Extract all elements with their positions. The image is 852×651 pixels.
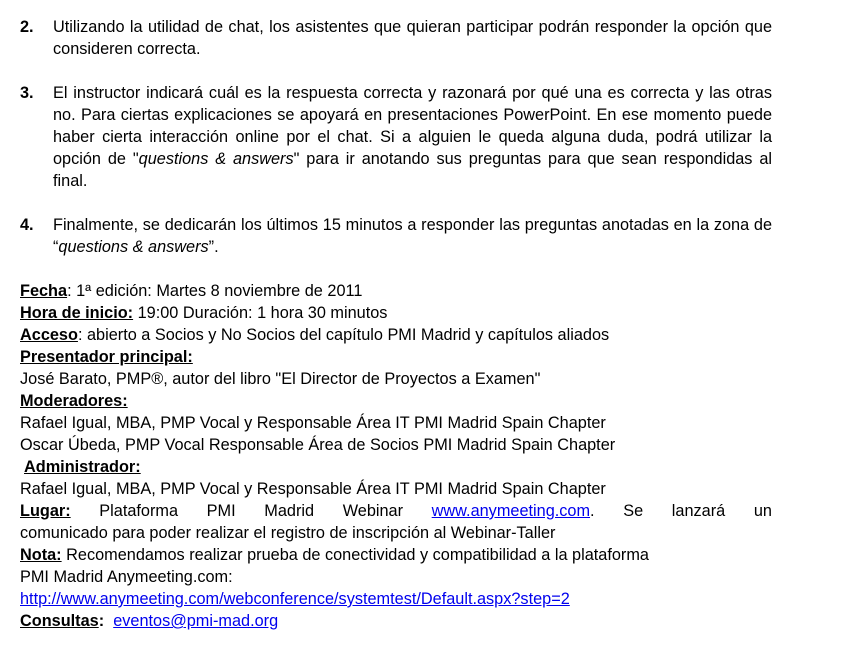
nota-line xyxy=(20,544,772,566)
list-item-3 xyxy=(20,82,772,192)
consultas-label: Consultas xyxy=(20,612,99,630)
moderador-1: Rafael Igual, MBA, PMP Vocal y Responsable Área IT PMI Madrid Spain Chapter xyxy=(20,414,606,432)
hora-line xyxy=(20,302,772,324)
moderador-2: Oscar Úbeda, PMP Vocal Responsable Área de Socios PMI Madrid Spain Chapter xyxy=(20,436,616,454)
lugar-line-2: comunicado para poder realizar el registro de inscripción al Webinar-Taller xyxy=(20,524,556,542)
nota-link-line xyxy=(20,588,772,610)
presentador-value: José Barato, PMP®, autor del libro "El Director de Proyectos a Examen" xyxy=(20,370,541,388)
acceso-value: : abierto a Socios y No Socios del capítulo PMI Madrid y capítulos aliados xyxy=(77,326,610,344)
emphasis-text: questions & answers xyxy=(58,238,209,256)
moderadores-heading xyxy=(20,390,772,412)
lugar-label: Lugar: xyxy=(20,502,71,520)
nota-value: Recomendamos realizar prueba de conectividad y compatibilidad a la plataforma xyxy=(61,546,649,564)
list-text: Finalmente, se dedicarán los últimos 15 minutos a responder las preguntas anotadas en la zona de “questions & answers”. xyxy=(53,216,772,256)
event-info xyxy=(20,280,772,632)
emphasis-text: questions & answers xyxy=(138,150,294,168)
consultas-line: Consultas: eventos@pmi-mad.org xyxy=(20,612,279,630)
list-text: El instructor indicará cuál es la respuesta correcta y razonará por qué una es correcta y las otras no. Para ciertas explicaciones se apoyará en presentaciones PowerPoint. En ese momento puede haber cierta interacción online por el chat. Si a alguien le queda alguna duda, podrá utilizar la opción de "questions & answers" para ir anotando sus preguntas para que sean respondidas al final. xyxy=(53,84,773,190)
list-number: 2. xyxy=(20,18,34,36)
fecha-value: : 1ª edición: Martes 8 noviembre de 2011 xyxy=(67,282,363,300)
list-number: 4. xyxy=(20,216,34,234)
acceso-line xyxy=(20,324,772,346)
list-item-4 xyxy=(20,214,772,258)
anymeeting-link[interactable]: www.anymeeting.com xyxy=(431,502,591,520)
lugar-line: Lugar: Plataforma PMI Madrid Webinar www.anymeeting.com. Se lanzará un xyxy=(20,502,772,520)
list-item-2 xyxy=(20,16,772,60)
presentador-heading xyxy=(20,346,772,368)
list-number: 3. xyxy=(20,84,34,102)
acceso-label: Acceso xyxy=(20,326,78,344)
email-link[interactable]: eventos@pmi-mad.org xyxy=(113,612,279,630)
fecha-label: Fecha xyxy=(20,282,68,300)
nota-label: Nota: xyxy=(20,546,62,564)
systemtest-link[interactable]: http://www.anymeeting.com/webconference/systemtest/Default.aspx?step=2 xyxy=(20,590,570,608)
nota-line-2: PMI Madrid Anymeeting.com: xyxy=(20,568,233,586)
list-text: Utilizando la utilidad de chat, los asistentes que quieran participar podrán responder la opción que consideren correcta. xyxy=(53,18,772,58)
administrador-label: Administrador: xyxy=(24,458,141,476)
administrador-value: Rafael Igual, MBA, PMP Vocal y Responsable Área IT PMI Madrid Spain Chapter xyxy=(20,480,606,498)
presentador-label: Presentador principal: xyxy=(20,348,193,366)
moderadores-label: Moderadores: xyxy=(20,392,128,410)
hora-value: 19:00 Duración: 1 hora 30 minutos xyxy=(133,304,388,322)
hora-label: Hora de inicio: xyxy=(20,304,134,322)
fecha-line xyxy=(20,280,772,302)
administrador-heading xyxy=(20,456,772,478)
